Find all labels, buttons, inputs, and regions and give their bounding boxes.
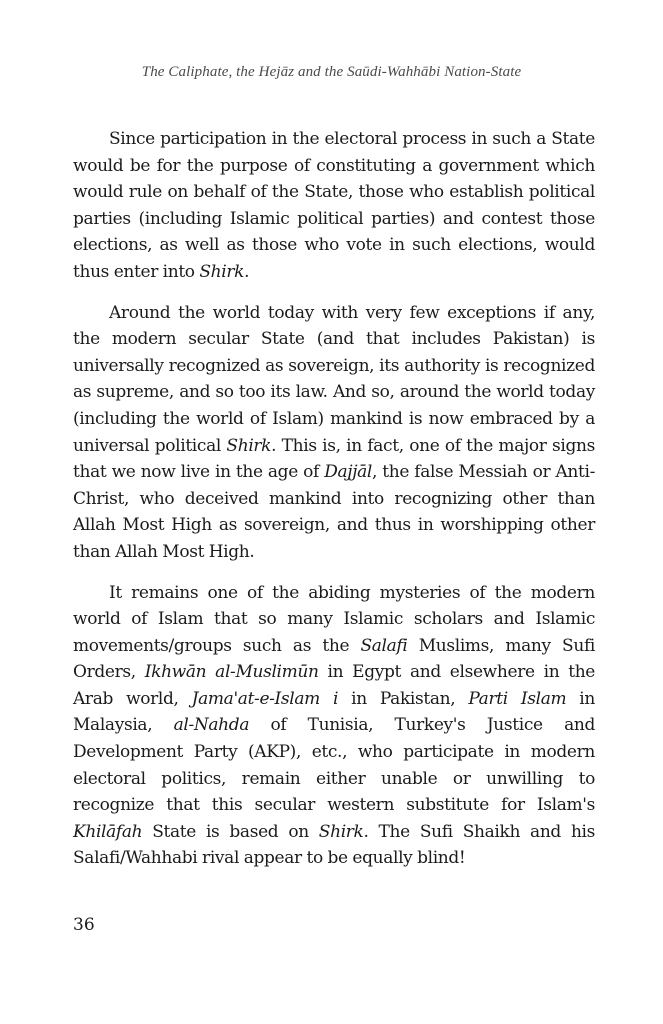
text-run: Muslims, many Sufi Orders, [73, 635, 595, 683]
text-run: in Pakistan, [338, 688, 469, 709]
text-run: . The Sufi Shaikh and his Salafi/Wahhabi rival appear to be equally blind! [73, 821, 596, 869]
italic-term: Dajjāl [324, 462, 372, 483]
italic-term: Khilāfah [73, 821, 143, 842]
paragraph [73, 580, 595, 873]
text-run: of Tunisia, Turkey's Justice and Development Party (AKP), etc., who participate in modern electoral politics, remain either unable or unwilling to recognize that this secular western substitute for Islam's [73, 715, 595, 816]
paragraph [73, 126, 595, 286]
italic-term: Salafi [360, 635, 408, 656]
text-run: . This is, in fact, one of the major signs that we now live in the age of [73, 435, 595, 483]
running-header: The Caliphate, the Hejāz and the Saūdi-Wahhābi Nation-State [141, 64, 522, 80]
italic-term: Ikhwān al-Muslimūn [144, 662, 319, 683]
text-run: , the false Messiah or Anti-Christ, who deceived mankind into recognizing other than Allah Most High as sovereign, and thus in worshipping other than Allah Most High. [73, 462, 595, 562]
page-number: 36 [73, 915, 95, 935]
text-run: in Malaysia, [73, 688, 595, 736]
italic-term: Shirk [318, 821, 364, 842]
paragraph [73, 300, 595, 566]
text-run: State is based on [142, 821, 319, 842]
text-run: in Egypt and elsewhere in the Arab world, [73, 662, 596, 709]
italic-term: Jama'at-e-Islam i [191, 688, 339, 709]
body-text [73, 126, 595, 886]
italic-term: Shirk [226, 435, 272, 456]
text-run: It remains one of the abiding mysteries of the modern world of Islam that so many Islamic scholars and Islamic movements/groups such as the [73, 582, 595, 656]
text-run: Since participation in the electoral process in such a State would be for the purpose of constituting a government which would rule on behalf of the State, those who establish political parties (including Islamic political parties) and contest those elections, as well as those who vote in such elections, would thus enter into [73, 129, 595, 282]
italic-term: Parti Islam [468, 688, 567, 709]
text-run: . [244, 261, 250, 282]
text-run: Around the world today with very few exceptions if any, the modern secular State (and that includes Pakistan) is universally recognized as sovereign, its authority is recognized as supreme, and so too its law. And so, around the world today (including the world of Islam) mankind is now embraced by a universal political [73, 302, 595, 456]
italic-term: al-Nahda [173, 715, 250, 736]
italic-term: Shirk [199, 261, 245, 282]
